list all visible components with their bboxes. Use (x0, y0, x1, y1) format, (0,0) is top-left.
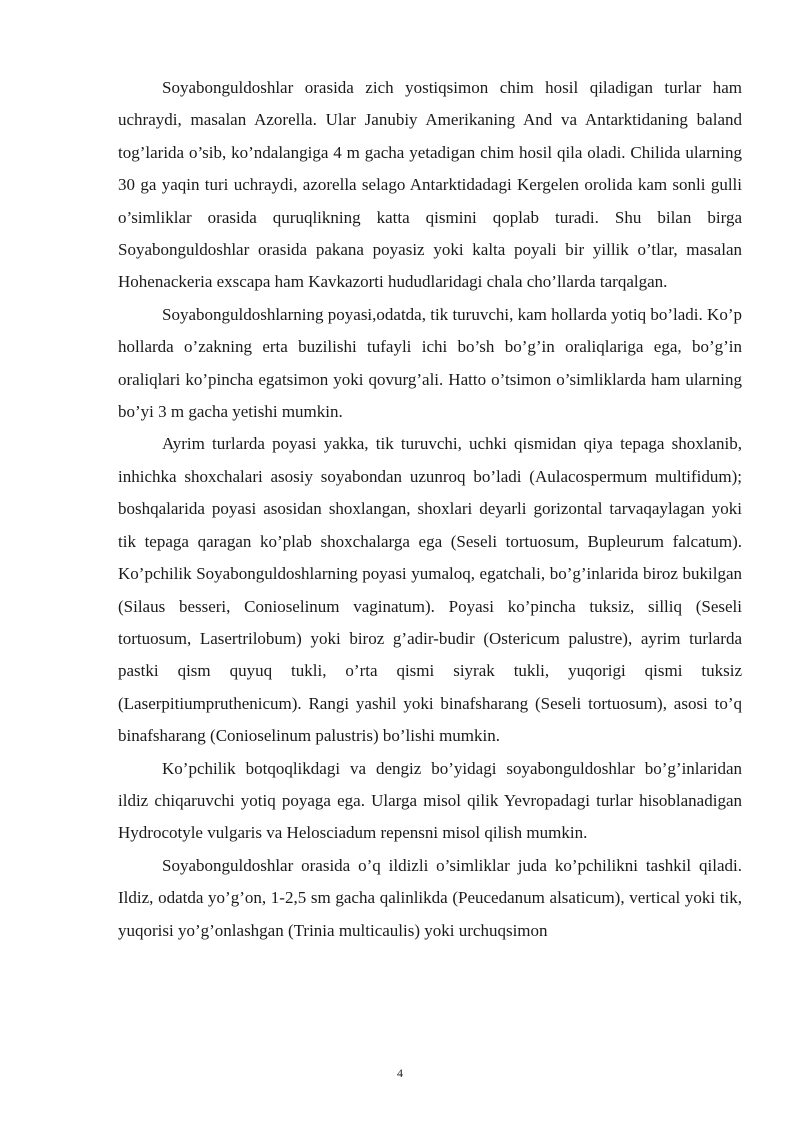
paragraph-4: Ko’pchilik botqoqlikdagi va dengiz bo’yidagi soyabonguldoshlar bo’g’inlaridan ildiz chiqaruvchi yotiq poyaga ega. Ularga misol qilik Yevropadagi turlar hisoblanadigan Hydrocotyle vulgaris va Helosciadum repensni misol qilish mumkin. (118, 758, 742, 843)
body-text (118, 72, 742, 947)
paragraph-3: Ayrim turlarda poyasi yakka, tik turuvchi, uchki qismidan qiya tepaga shoxlanib, inhichka shoxchalari asosiy soyabondan uzunroq bo’ladi (Aulacospermum multifidum); boshqalarida poyasi asosidan shoxlangan, shoxlari deyarli gorizontal tarvaqaylagan yoki tik tepaga qaragan ko’plab shoxchalarga ega (Seseli tortuosum, Bupleurum falcatum). Ko’pchilik Soyabonguldoshlarning poyasi yumaloq, egatchali, bo’g’inlarida biroz bukilgan (Silaus besseri, Conioselinum vaginatum). Poyasi ko’pincha tuksiz, silliq (Seseli tortuosum, Lasertrilobum) yoki biroz g’adir-budir (Ostericum palustre), ayrim turlarda pastki qism quyuq tukli, o’rta qismi siyrak tukli, yuqorigi qismi tuksiz (Laserpitiumpruthenicum). Rangi yashil yoki binafsharang (Seseli tortuosum), asosi to’q binafsharang (Conioselinum palustris) bo’lishi mumkin. (118, 434, 742, 746)
page-number: 4 (397, 1066, 403, 1080)
paragraph-1: Soyabonguldoshlar orasida zich yostiqsimon chim hosil qiladigan turlar ham uchraydi, masalan Azorella. Ular Janubiy Amerikaning And va Antarktidaning baland tog’larida o’sib, ko’ndalangiga 4 m gacha yetadigan chim hosil qila oladi. Chilida ularning 30 ga yaqin turi uchraydi, azorella selago Antarktidadagi Kergelen orolida kam sonli gulli o’simliklar orasida quruqlikning katta qismini qoplab turadi. Shu bilan birga Soyabonguldoshlar orasida pakana poyasiz yoki kalta poyali bir yillik o’tlar, masalan Hohenackeria exscapa ham Kavkazorti hududlaridagi chala cho’llarda tarqalgan. (118, 78, 742, 292)
paragraph-2: Soyabonguldoshlarning poyasi,odatda, tik turuvchi, kam hollarda yotiq bo’ladi. Ko’p hollarda o’zakning erta buzilishi tufayli ichi bo’sh bo’g’in oraliqlariga ega, bo’g’in oraliqlari ko’pincha egatsimon yoki qovurg’ali. Hatto o’tsimon o’simliklarda ham ularning bo’yi 3 m gacha yetishi mumkin. (118, 304, 742, 422)
paragraph-5: Soyabonguldoshlar orasida o’q ildizli o’simliklar juda ko’pchilikni tashkil qiladi. Ildiz, odatda yo’g’on, 1-2,5 sm gacha qalinlikda (Peucedanum alsaticum), vertical yoki tik, yuqorisi yo’g’onlashgan (Trinia multicaulis) yoki urchuqsimon (118, 855, 742, 940)
